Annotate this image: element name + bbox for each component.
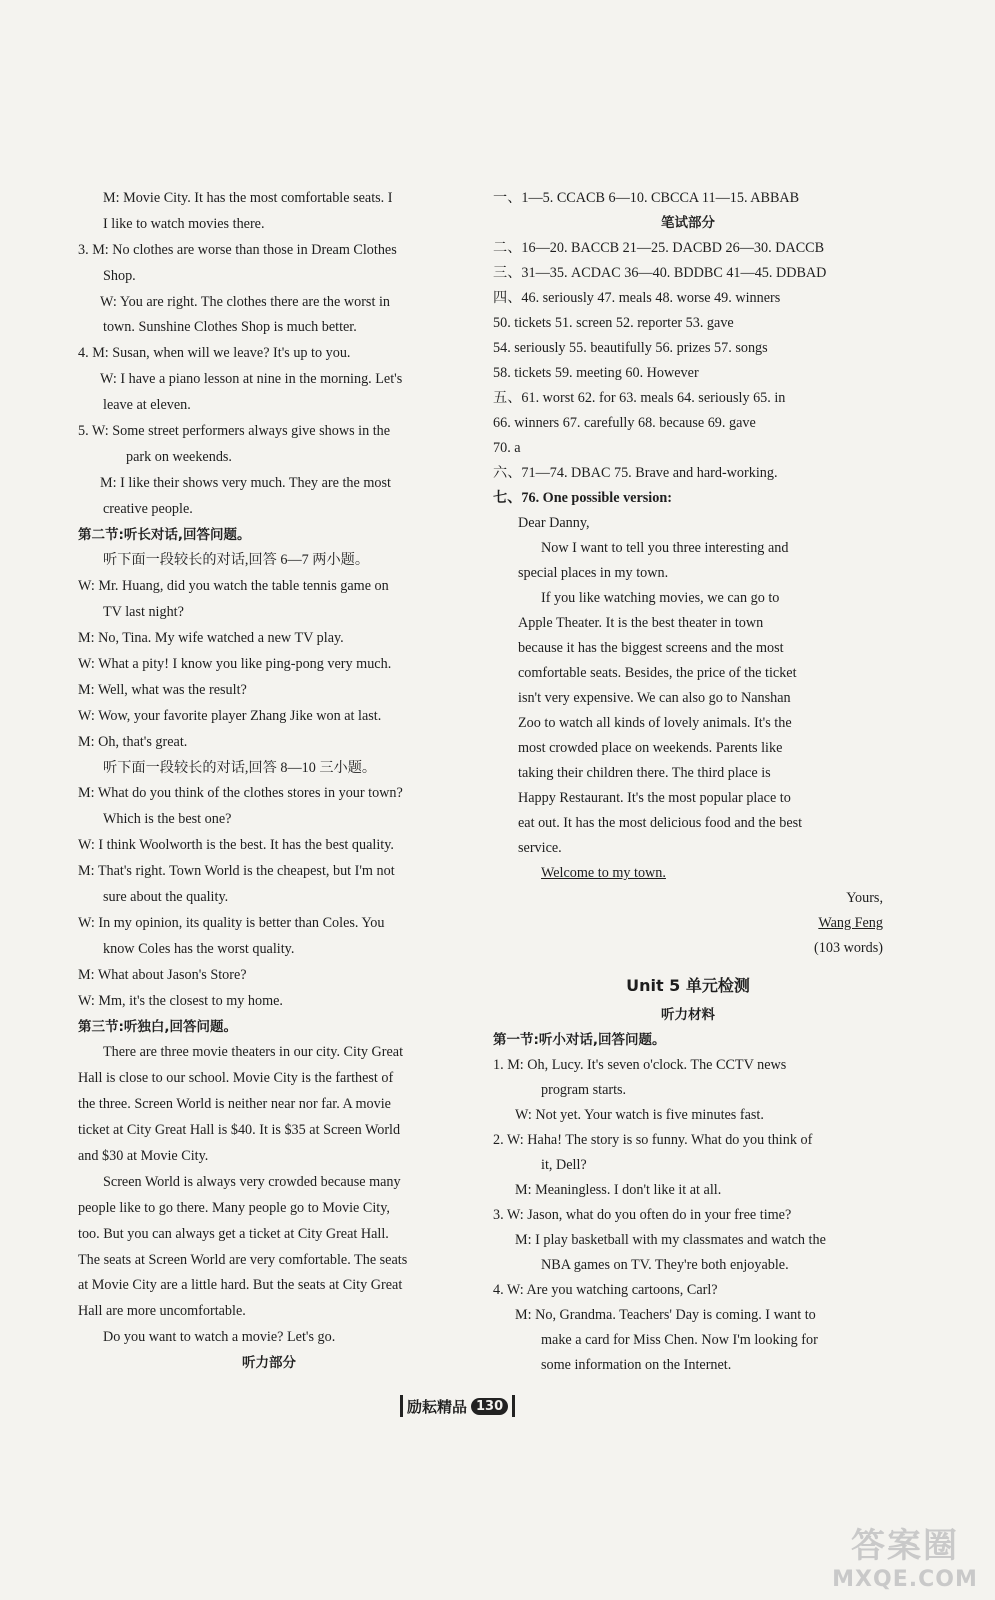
text-line: the three. Screen World is neither near nor far. A movie: [78, 1096, 391, 1113]
footer-bar-left: [400, 1395, 403, 1417]
text-line: Yours,: [846, 890, 883, 906]
text-line: 五、61. worst 62. for 63. meals 64. seriously 65. in: [493, 390, 786, 406]
text-line: 听下面一段较长的对话,回答 8—10 三小题。: [103, 759, 377, 776]
text-line: too. But you can always get a ticket at City Great Hall.: [78, 1225, 389, 1242]
footer-bar-right: [512, 1395, 515, 1417]
text-line: W: Mr. Huang, did you watch the table tennis game on: [78, 578, 389, 595]
text-line: M: No, Grandma. Teachers' Day is coming. I want to: [515, 1307, 816, 1323]
text-line: M: I like their shows very much. They are the most: [100, 474, 391, 491]
text-line: There are three movie theaters in our city. City Great: [103, 1044, 404, 1061]
text-line: and $30 at Movie City.: [78, 1147, 209, 1164]
text-line: special places in my town.: [518, 565, 669, 581]
text-line: taking their children there. The third place is: [518, 765, 771, 781]
text-line: sure about the quality.: [103, 889, 229, 906]
text-line: 4. M: Susan, when will we leave? It's up to you.: [78, 345, 351, 362]
text-line: make a card for Miss Chen. Now I'm looking for: [541, 1332, 818, 1348]
text-line: (103 words): [814, 940, 883, 956]
text-line: M: Oh, that's great.: [78, 733, 188, 750]
text-line: W: Not yet. Your watch is five minutes fast.: [515, 1107, 764, 1123]
page-number: 130: [471, 1398, 508, 1415]
text-line: 5. W: Some street performers always give shows in the: [78, 423, 391, 440]
right-column: [493, 186, 883, 1378]
text-line: Hall are more uncomfortable.: [78, 1303, 246, 1320]
text-line: eat out. It has the most delicious food and the best: [518, 815, 803, 831]
page-footer: [400, 1393, 515, 1419]
text-line: 四、46. seriously 47. meals 48. worse 49. winners: [493, 290, 781, 306]
text-line: because it has the biggest screens and the most: [518, 640, 784, 656]
text-line: Zoo to watch all kinds of lovely animals. It's the: [518, 715, 792, 731]
text-line: W: I have a piano lesson at nine in the morning. Let's: [100, 371, 403, 388]
text-line: 六、71—74. DBAC 75. Brave and hard-working.: [493, 465, 778, 481]
text-line: service.: [518, 840, 562, 856]
text-line: 听力部分: [242, 1355, 296, 1372]
text-line: 58. tickets 59. meeting 60. However: [493, 365, 699, 381]
text-line: Dear Danny,: [518, 515, 590, 531]
text-line: 50. tickets 51. screen 52. reporter 53. gave: [493, 315, 734, 331]
text-line: at Movie City are a little hard. But the seats at City Great: [78, 1277, 403, 1294]
text-line: 4. W: Are you watching cartoons, Carl?: [493, 1282, 718, 1298]
text-line: 听下面一段较长的对话,回答 6—7 两小题。: [103, 552, 370, 569]
text-line: W: Mm, it's the closest to my home.: [78, 992, 283, 1009]
text-line: 66. winners 67. carefully 68. because 69. gave: [493, 415, 756, 431]
text-line: Happy Restaurant. It's the most popular place to: [518, 790, 791, 806]
watermark-url: MXQE.COM: [832, 1567, 978, 1592]
text-line: 听力材料: [661, 1007, 715, 1023]
text-line: it, Dell?: [541, 1157, 587, 1173]
text-line: 笔试部分: [661, 215, 715, 231]
text-line: 三、31—35. ACDAC 36—40. BDDBC 41—45. DDBAD: [493, 265, 827, 281]
text-line: W: Wow, your favorite player Zhang Jike won at last.: [78, 707, 382, 724]
text-line: M: No, Tina. My wife watched a new TV play.: [78, 630, 344, 647]
text-line: 1. M: Oh, Lucy. It's seven o'clock. The CCTV news: [493, 1057, 787, 1073]
text-line: W: In my opinion, its quality is better than Coles. You: [78, 914, 385, 931]
text-line: town. Sunshine Clothes Shop is much better.: [103, 319, 357, 336]
text-line: W: What a pity! I know you like ping-pong very much.: [78, 656, 392, 673]
text-line: M: What do you think of the clothes stores in your town?: [78, 785, 403, 802]
text-line: 第三节:听独白,回答问题。: [78, 1018, 238, 1035]
text-line: Hall is close to our school. Movie City is the farthest of: [78, 1070, 394, 1087]
text-line: The seats at Screen World are very comfortable. The seats: [78, 1251, 408, 1268]
site-watermark: [825, 1518, 985, 1592]
text-line: M: What about Jason's Store?: [78, 966, 247, 983]
text-line: Which is the best one?: [103, 811, 232, 828]
text-line: 2. W: Haha! The story is so funny. What do you think of: [493, 1132, 813, 1148]
text-line: 3. M: No clothes are worse than those in Dream Clothes: [78, 241, 397, 258]
text-line: leave at eleven.: [103, 397, 191, 414]
text-line: W: You are right. The clothes there are the worst in: [100, 293, 390, 310]
unit-title: Unit 5 单元检测: [626, 976, 750, 995]
text-line: TV last night?: [103, 604, 184, 621]
text-line: 七、76. One possible version:: [493, 490, 672, 506]
text-line: M: Well, what was the result?: [78, 681, 247, 698]
text-line: Shop.: [103, 267, 136, 284]
text-line: W: I think Woolworth is the best. It has the best quality.: [78, 837, 394, 854]
text-line: Welcome to my town.: [541, 865, 666, 881]
text-line: 70. a: [493, 440, 521, 456]
text-line: 第一节:听小对话,回答问题。: [493, 1032, 666, 1048]
watermark-logo-text: 答案圈: [851, 1526, 959, 1566]
text-line: know Coles has the worst quality.: [103, 940, 295, 957]
text-line: ticket at City Great Hall is $40. It is $35 at Screen World: [78, 1122, 401, 1139]
text-line: 54. seriously 55. beautifully 56. prizes 57. songs: [493, 340, 768, 356]
text-line: 第二节:听长对话,回答问题。: [78, 526, 251, 543]
text-line: most crowded place on weekends. Parents like: [518, 740, 783, 756]
text-line: 3. W: Jason, what do you often do in your free time?: [493, 1207, 792, 1223]
text-line: M: Movie City. It has the most comfortable seats. I: [103, 190, 393, 206]
text-line: park on weekends.: [126, 448, 232, 465]
text-line: Apple Theater. It is the best theater in town: [518, 615, 764, 631]
text-line: NBA games on TV. They're both enjoyable.: [541, 1257, 789, 1273]
answer-key-section: [493, 186, 883, 961]
text-line: I like to watch movies there.: [103, 215, 265, 232]
text-line: people like to go there. Many people go to Movie City,: [78, 1199, 390, 1216]
text-line: M: I play basketball with my classmates and watch the: [515, 1232, 826, 1248]
text-line: Now I want to tell you three interesting and: [541, 540, 789, 556]
text-line: M: That's right. Town World is the cheapest, but I'm not: [78, 863, 395, 880]
text-line: 一、1—5. CCACB 6—10. CBCCA 11—15. ABBAB: [493, 190, 800, 206]
text-line: Wang Feng: [818, 915, 883, 931]
listening-material-section: [493, 1003, 883, 1378]
text-line: If you like watching movies, we can go to: [541, 590, 780, 606]
text-line: M: Meaningless. I don't like it at all.: [515, 1182, 722, 1198]
text-line: some information on the Internet.: [541, 1357, 732, 1373]
text-line: creative people.: [103, 500, 193, 517]
left-column: [78, 186, 460, 1377]
footer-brand: 励耘精品: [407, 1397, 468, 1416]
text-line: Do you want to watch a movie? Let's go.: [103, 1329, 336, 1346]
text-line: isn't very expensive. We can also go to Nanshan: [518, 690, 791, 706]
text-line: comfortable seats. Besides, the price of the ticket: [518, 665, 797, 681]
text-line: Screen World is always very crowded because many: [103, 1173, 401, 1190]
text-line: 二、16—20. BACCB 21—25. DACBD 26—30. DACCB: [493, 240, 825, 256]
text-line: program starts.: [541, 1082, 627, 1098]
